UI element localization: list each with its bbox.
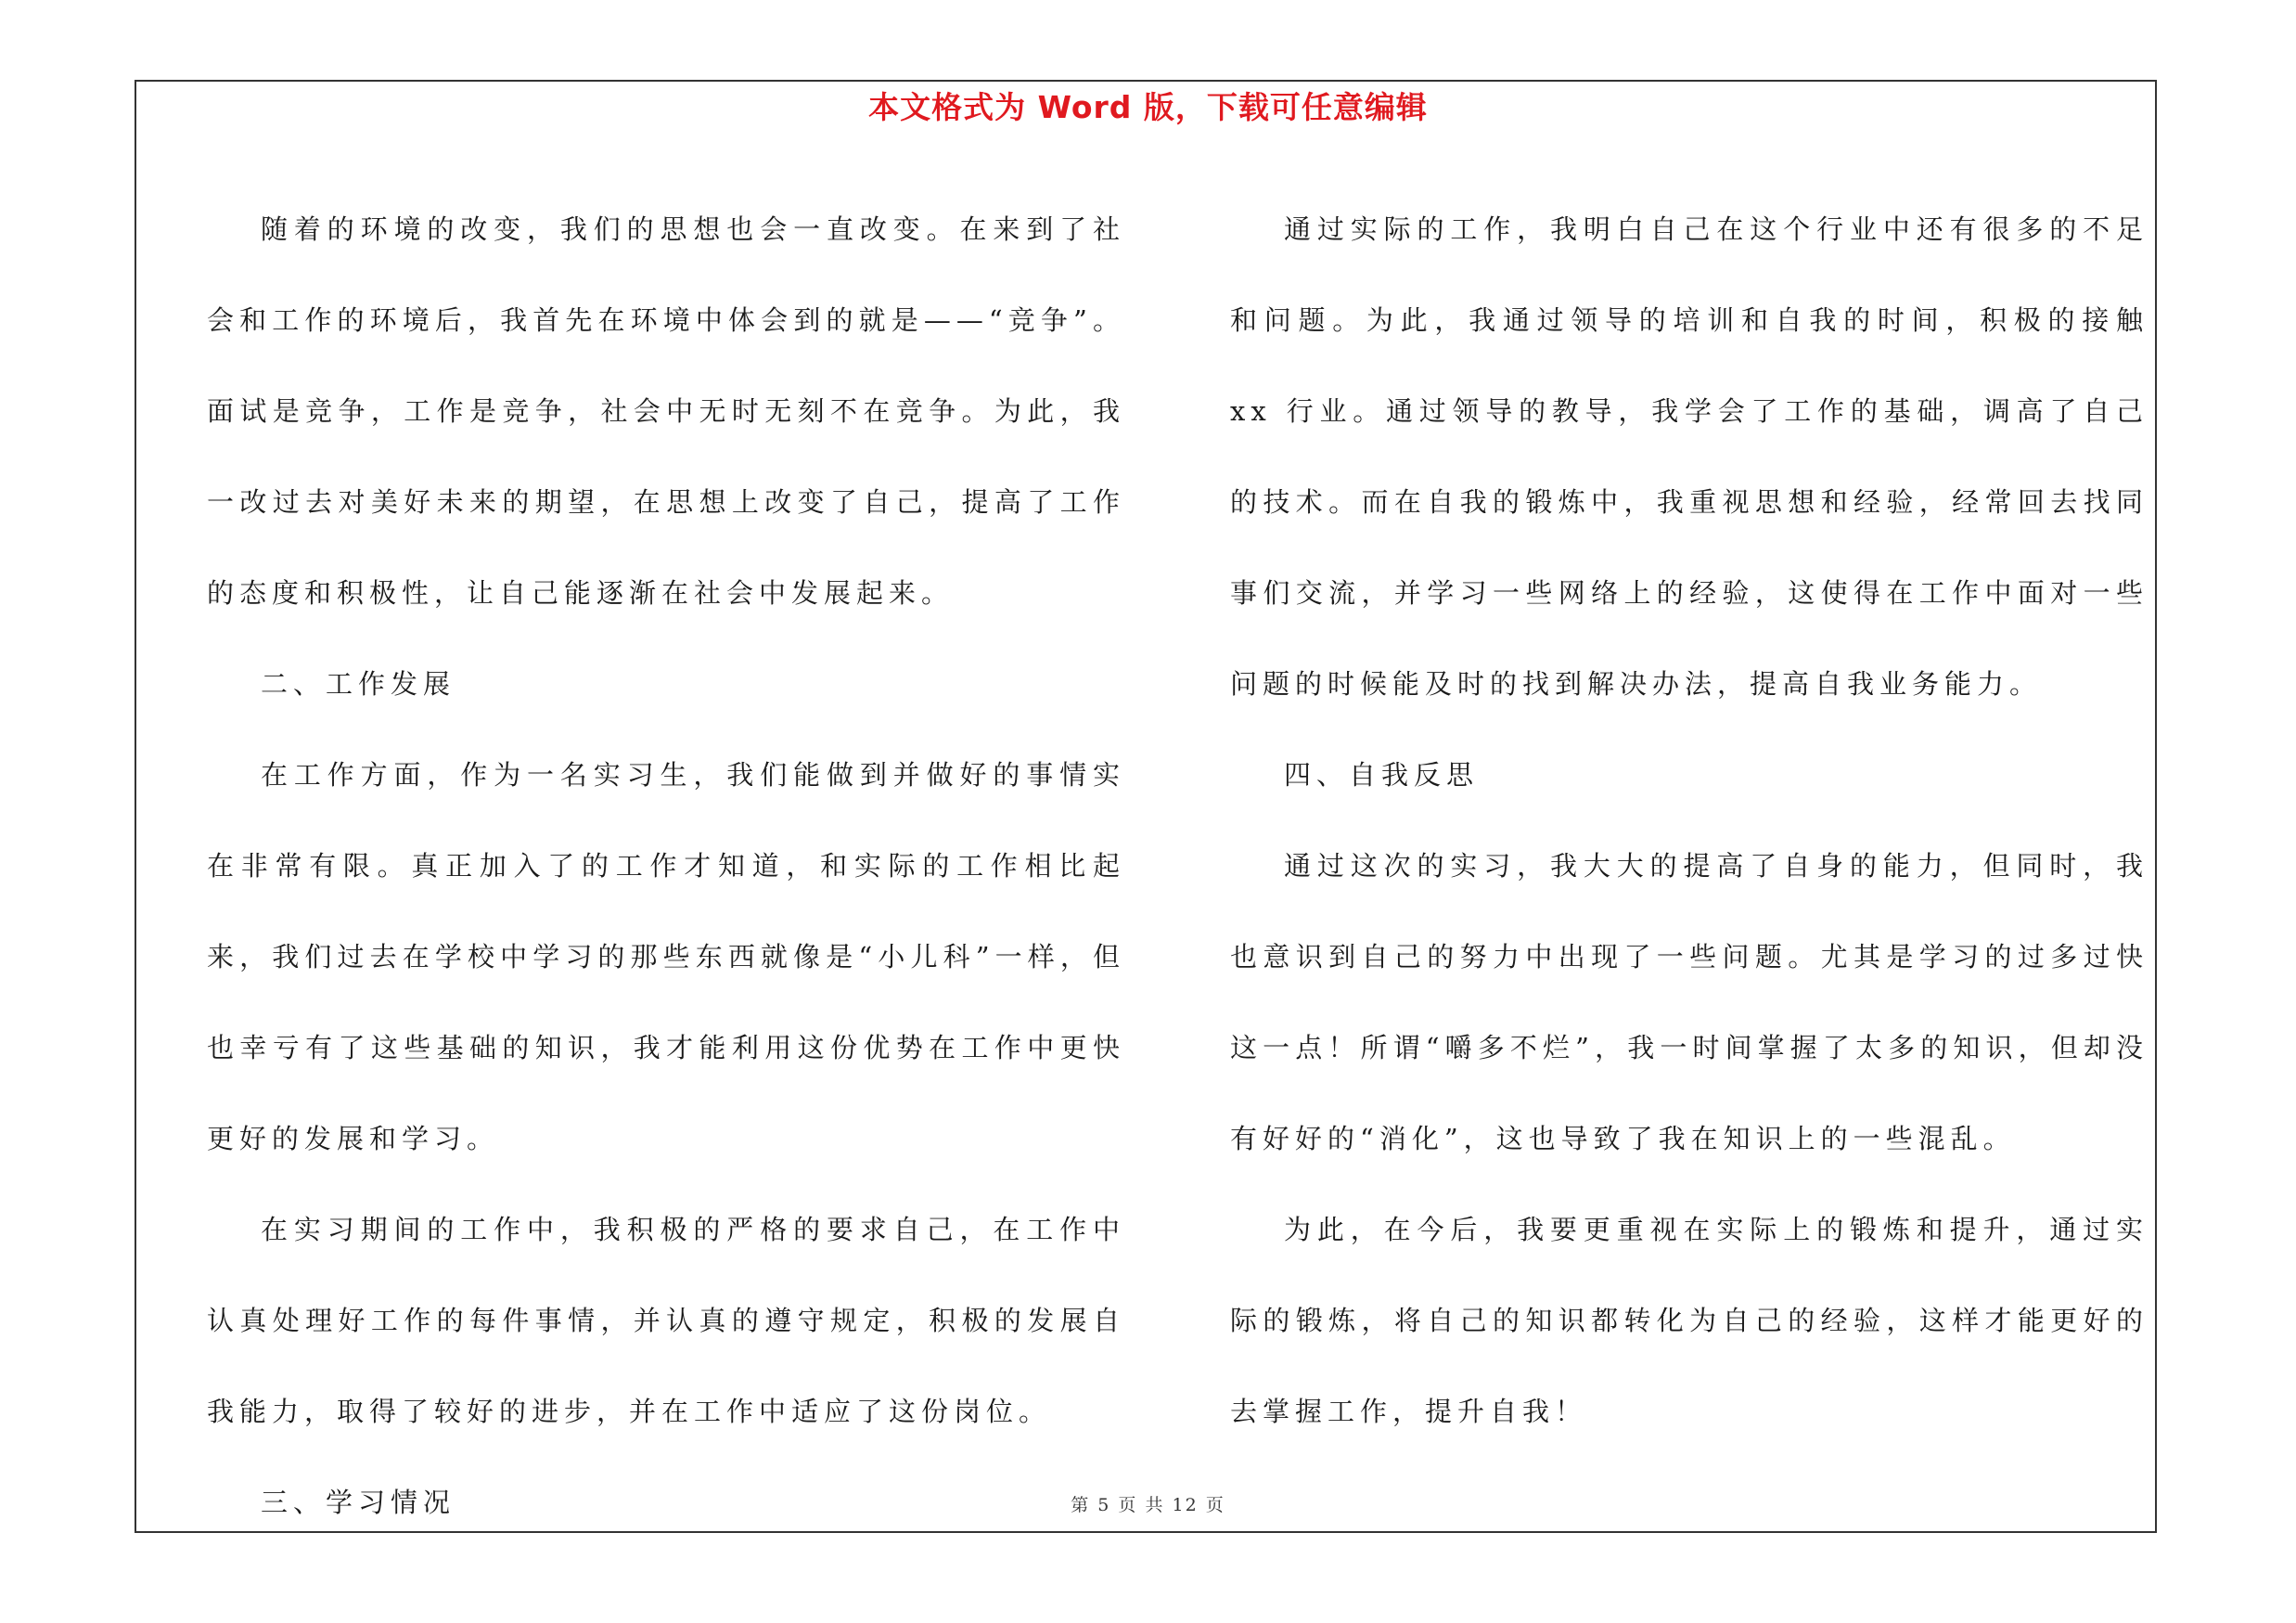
paragraph-environment-change: 随着的环境的改变，我们的思想也会一直改变。在来到了社会和工作的环境后，我首先在环境中体会到的就是——“竞争”。面试是竞争，工作是竞争，社会中无时无刻不在竞争。为此，我一改过去对美好未来的期望，在思想上改变了自己，提高了工作的态度和积极性，让自己能逐渐在社会中发展起来。	[207, 213, 1125, 609]
section-heading-self-reflection: 四、自我反思	[1284, 759, 1480, 791]
format-notice-banner: 本文格式为 Word 版，下载可任意编辑	[868, 89, 1428, 125]
section-heading-study-situation: 三、学习情况	[261, 1487, 456, 1518]
page-number-footer: 第 5 页 共 12 页	[1071, 1495, 1225, 1515]
left-column	[207, 184, 1125, 1548]
paragraph-work-aspects: 在工作方面，作为一名实习生，我们能做到并做好的事情实在非常有限。真正加入了的工作才知道，和实际的工作相比起来，我们过去在学校中学习的那些东西就像是“小儿科”一样，但也幸亏有了这些基础的知识，我才能利用这份优势在工作中更快更好的发展和学习。	[207, 759, 1125, 1154]
section-heading-work-development: 二、工作发展	[261, 668, 456, 700]
paragraph-internship-work: 在实习期间的工作中，我积极的严格的要求自己，在工作中认真处理好工作的每件事情，并认真的遵守规定，积极的发展自我能力，取得了较好的进步，并在工作中适应了这份岗位。	[207, 1214, 1125, 1427]
right-column	[1230, 184, 2148, 1457]
paragraph-practical-work: 通过实际的工作，我明白自己在这个行业中还有很多的不足和问题。为此，我通过领导的培训和自我的时间，积极的接触 xx 行业。通过领导的教导，我学会了工作的基础，调高了自己的技术。而在自我的锻炼中，我重视思想和经验，经常回去找同事们交流，并学习一些网络上的经验，这使得在工作中面对一些问题的时候能及时的找到解决办法，提高自我业务能力。	[1230, 213, 2148, 700]
paragraph-reflection-problems: 通过这次的实习，我大大的提高了自身的能力，但同时，我也意识到自己的努力中出现了一些问题。尤其是学习的过多过快这一点！所谓“嚼多不烂”，我一时间掌握了太多的知识，但却没有好好的“消化”，这也导致了我在知识上的一些混乱。	[1230, 850, 2148, 1154]
paragraph-future-plan: 为此，在今后，我要更重视在实际上的锻炼和提升，通过实际的锻炼，将自己的知识都转化为自己的经验，这样才能更好的去掌握工作，提升自我！	[1230, 1214, 2148, 1427]
